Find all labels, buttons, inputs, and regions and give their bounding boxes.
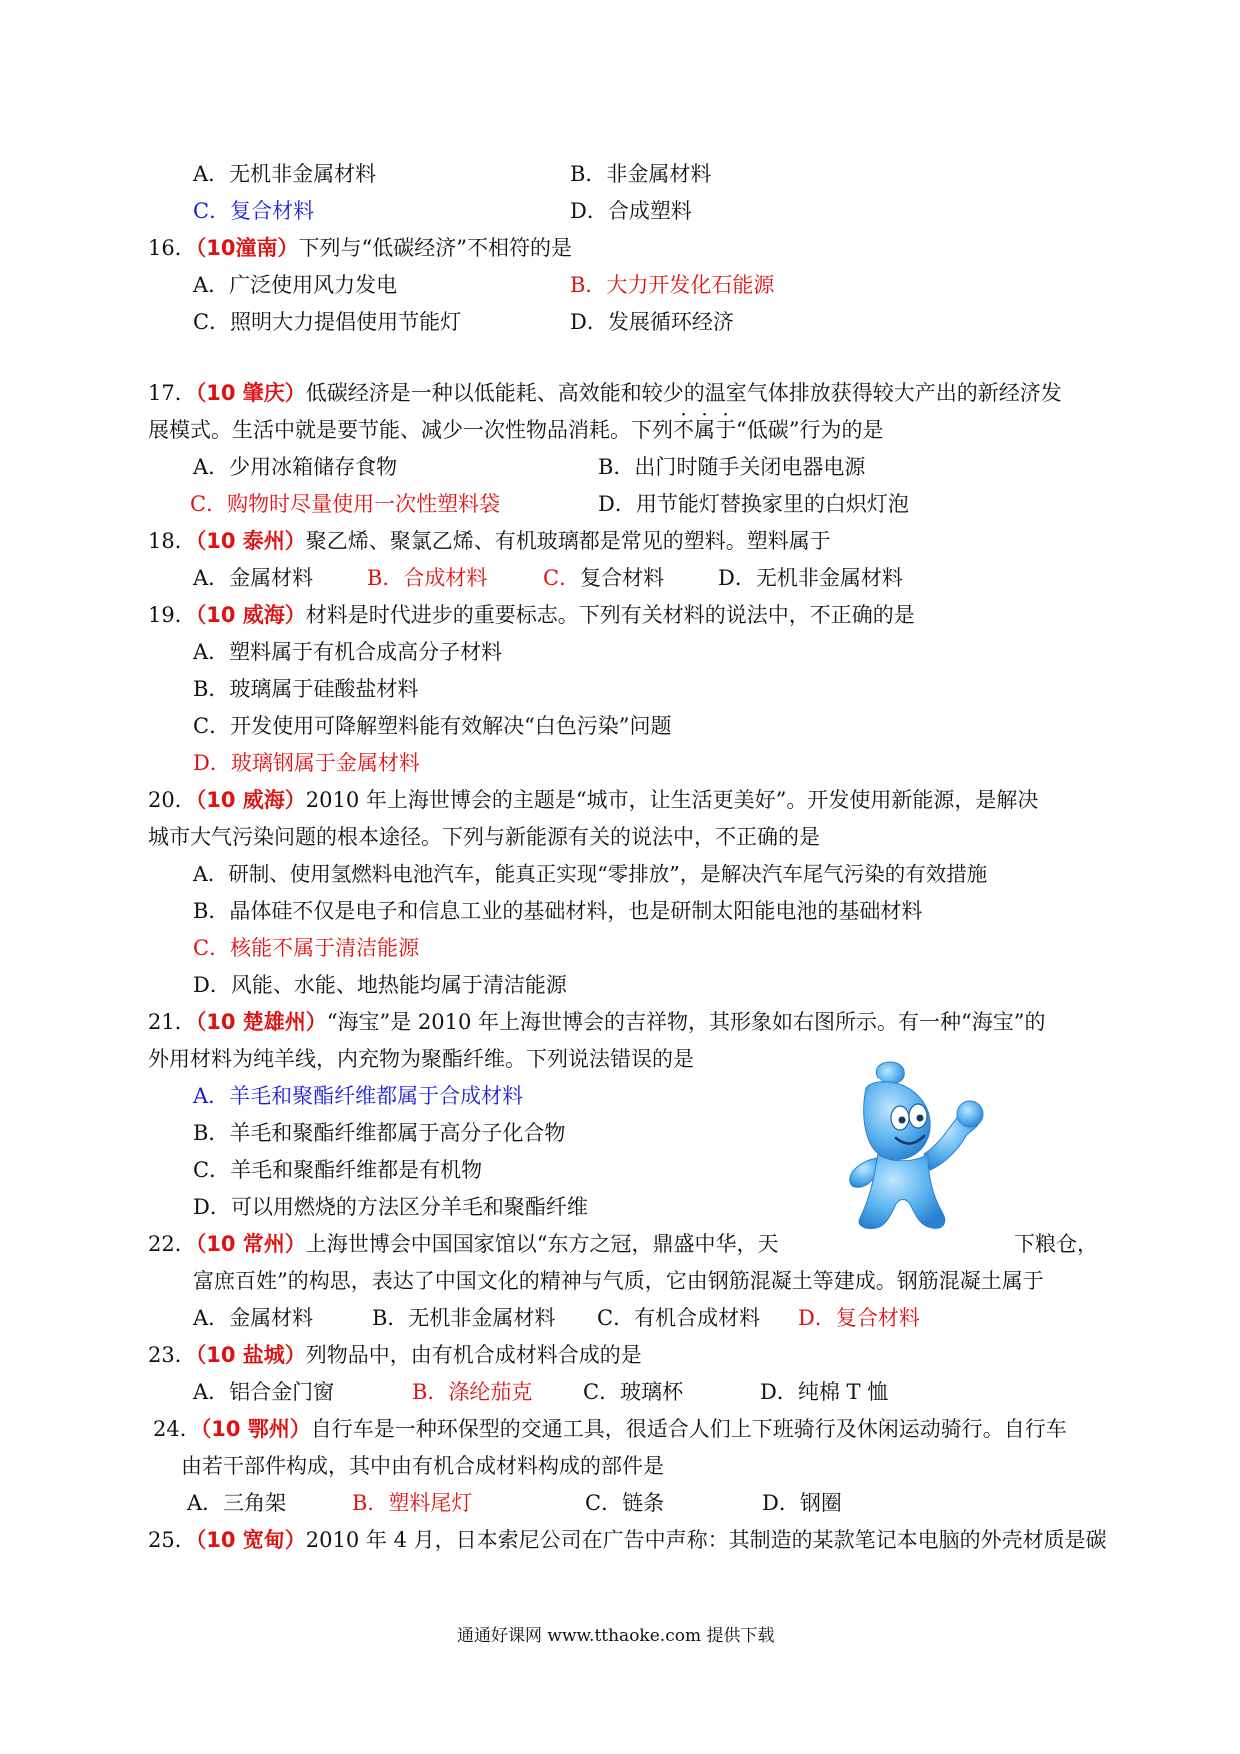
q16-option-d: D．发展循环经济 <box>570 310 734 334</box>
haibao-mascot-image <box>820 1058 1000 1233</box>
q23-option-b: B．涤纶茄克 <box>412 1380 533 1404</box>
q21-option-b: B．羊毛和聚酯纤维都属于高分子化合物 <box>193 1121 566 1145</box>
q15-option-b: B．非金属材料 <box>570 162 712 186</box>
emphasis-char: 属 <box>694 418 715 442</box>
q24-stem-line2: 由若干部件构成，其中由有机合成材料构成的部件是 <box>181 1454 664 1478</box>
q15-option-a: A．无机非金属材料 <box>193 162 377 186</box>
source-tag: （10 宽甸） <box>195 1528 306 1552</box>
question-number: 24． <box>153 1417 201 1441</box>
q24-option-c: C．链条 <box>585 1491 665 1515</box>
q22-stem-line1 <box>148 1229 779 1259</box>
q21-stem-line2: 外用材料为纯羊线，内充物为聚酯纤维。下列说法错误的是 <box>148 1047 694 1071</box>
question-text: 下列与“低碳经济”不相符的是 <box>298 236 572 260</box>
q19-option-a: A．塑料属于有机合成高分子材料 <box>193 640 503 664</box>
question-text: 列物品中，由有机合成材料合成的是 <box>305 1343 642 1367</box>
question-number: 20． <box>148 788 196 812</box>
emphasis-char: 不 <box>673 418 694 442</box>
q20-stem-line2: 城市大气污染问题的根本途径。下列与新能源有关的说法中，不正确的是 <box>148 825 820 849</box>
question-number: 22． <box>148 1232 196 1256</box>
q21-stem-line1 <box>148 1007 1046 1037</box>
q18-option-c <box>543 563 664 593</box>
question-text: “海宝”是 2010 年上海世博会的吉祥物，其形象如右图所示。有一种“海宝”的 <box>326 1010 1046 1034</box>
q20-stem-line1 <box>148 785 1038 815</box>
source-tag: （10 常州） <box>195 1232 306 1256</box>
question-text: 低碳经济是一种以低能耗、高效能和较少的温室气体排放获得较大产出的新经济发 <box>305 381 1062 405</box>
question-number: 25． <box>148 1528 196 1552</box>
q15-option-c: C．复合材料 <box>193 199 315 223</box>
q20-option-b: B．晶体硅不仅是电子和信息工业的基础材料，也是研制太阳能电池的基础材料 <box>193 899 923 923</box>
q25-stem <box>148 1525 1107 1555</box>
question-text: 材料是时代进步的重要标志。下列有关材料的说法中，不正确的是 <box>305 603 915 627</box>
source-tag: （10 威海） <box>195 603 306 627</box>
source-tag: （10 楚雄州） <box>195 1010 327 1034</box>
source-tag: （10 盐城） <box>195 1343 306 1367</box>
q22-option-b: B．无机非金属材料 <box>372 1306 556 1330</box>
option-text: 复合材料 <box>580 566 665 590</box>
q20-option-d: D．风能、水能、地热能均属于清洁能源 <box>193 973 567 997</box>
q21-option-c: C．羊毛和聚酯纤维都是有机物 <box>193 1158 483 1182</box>
q16-stem <box>148 233 572 263</box>
question-text: 2010 年上海世博会的主题是“城市，让生活更美好”。开发使用新能源，是解决 <box>305 788 1039 812</box>
q23-option-a: A．铝合金门窗 <box>193 1380 335 1404</box>
q19-stem <box>148 600 915 630</box>
option-letter: C． <box>543 566 581 590</box>
question-text: 展模式。生活中就是要节能、减少一次性物品消耗。下列 <box>148 418 673 442</box>
q23-stem <box>148 1340 642 1370</box>
emphasis-char: 于 <box>715 418 736 442</box>
q24-option-b: B．塑料尾灯 <box>352 1491 473 1515</box>
q22-option-c: C．有机合成材料 <box>597 1306 761 1330</box>
question-number: 23． <box>148 1343 196 1367</box>
q17-option-d: D．用节能灯替换家里的白炽灯泡 <box>598 492 909 516</box>
q15-option-d: D．合成塑料 <box>570 199 692 223</box>
question-text: 上海世博会中国国家馆以“东方之冠，鼎盛中华，天 <box>305 1232 779 1256</box>
q17-option-a: A．少用冰箱储存食物 <box>193 455 398 479</box>
q20-option-c: C．核能不属于清洁能源 <box>193 936 420 960</box>
page-footer: 通通好课网 www.tthaoke.com 提供下载 <box>457 1626 775 1646</box>
q21-option-a: A．羊毛和聚酯纤维都属于合成材料 <box>193 1084 524 1108</box>
question-number: 17． <box>148 381 196 405</box>
q22-stem-line2: 富庶百姓”的构思，表达了中国文化的精神与气质，它由钢筋混凝土等建成。钢筋混凝土属于 <box>193 1269 1044 1293</box>
source-tag: （10 鄂州） <box>200 1417 311 1441</box>
q22-stem-line1-end: 下粮仓， <box>1014 1232 1098 1256</box>
q16-option-b: B．大力开发化石能源 <box>570 273 775 297</box>
q17-option-c: C．购物时尽量使用一次性塑料袋 <box>190 492 501 516</box>
q23-option-d: D．纯棉 T 恤 <box>760 1380 889 1404</box>
q20-option-a: A．研制、使用氢燃料电池汽车，能真正实现“零排放”，是解决汽车尾气污染的有效措施 <box>193 862 988 886</box>
q19-option-d: D．玻璃钢属于金属材料 <box>193 751 420 775</box>
q21-option-d: D．可以用燃烧的方法区分羊毛和聚酯纤维 <box>193 1195 588 1219</box>
question-text: “低碳”行为的是 <box>736 418 884 442</box>
q16-option-a: A．广泛使用风力发电 <box>193 273 398 297</box>
q17-stem-line1 <box>148 378 1062 408</box>
q17-stem-line2 <box>148 415 883 445</box>
q24-option-a: A．三角架 <box>187 1491 287 1515</box>
q22-option-d: D．复合材料 <box>798 1306 920 1330</box>
q23-option-c: C．玻璃杯 <box>583 1380 684 1404</box>
q19-option-b: B．玻璃属于硅酸盐材料 <box>193 677 419 701</box>
q16-option-c: C．照明大力提倡使用节能灯 <box>193 310 462 334</box>
q18-option-a: A．金属材料 <box>193 566 314 590</box>
q17-option-b: B．出门时随手关闭电器电源 <box>598 455 866 479</box>
question-text: 聚乙烯、聚氯乙烯、有机玻璃都是常见的塑料。塑料属于 <box>305 529 831 553</box>
question-number: 18． <box>148 529 196 553</box>
q18-stem <box>148 526 831 556</box>
q18-option-b: B．合成材料 <box>367 566 488 590</box>
q22-option-a: A．金属材料 <box>193 1306 314 1330</box>
source-tag: （10 肇庆） <box>195 381 306 405</box>
q24-option-d: D．钢圈 <box>762 1491 842 1515</box>
source-tag: （10 泰州） <box>195 529 306 553</box>
q24-stem-line1 <box>153 1414 1067 1444</box>
q19-option-c: C．开发使用可降解塑料能有效解决“白色污染”问题 <box>193 714 672 738</box>
question-number: 21． <box>148 1010 196 1034</box>
question-text: 2010 年 4 月，日本索尼公司在广告中声称：其制造的某款笔记本电脑的外壳材质是碳 <box>305 1528 1107 1552</box>
question-number: 19． <box>148 603 196 627</box>
question-text: 自行车是一种环保型的交通工具，很适合人们上下班骑行及休闲运动骑行。自行车 <box>310 1417 1067 1441</box>
source-tag: （10潼南） <box>195 236 299 260</box>
q18-option-d: D．无机非金属材料 <box>718 566 903 590</box>
question-number: 16． <box>148 236 196 260</box>
source-tag: （10 威海） <box>195 788 306 812</box>
